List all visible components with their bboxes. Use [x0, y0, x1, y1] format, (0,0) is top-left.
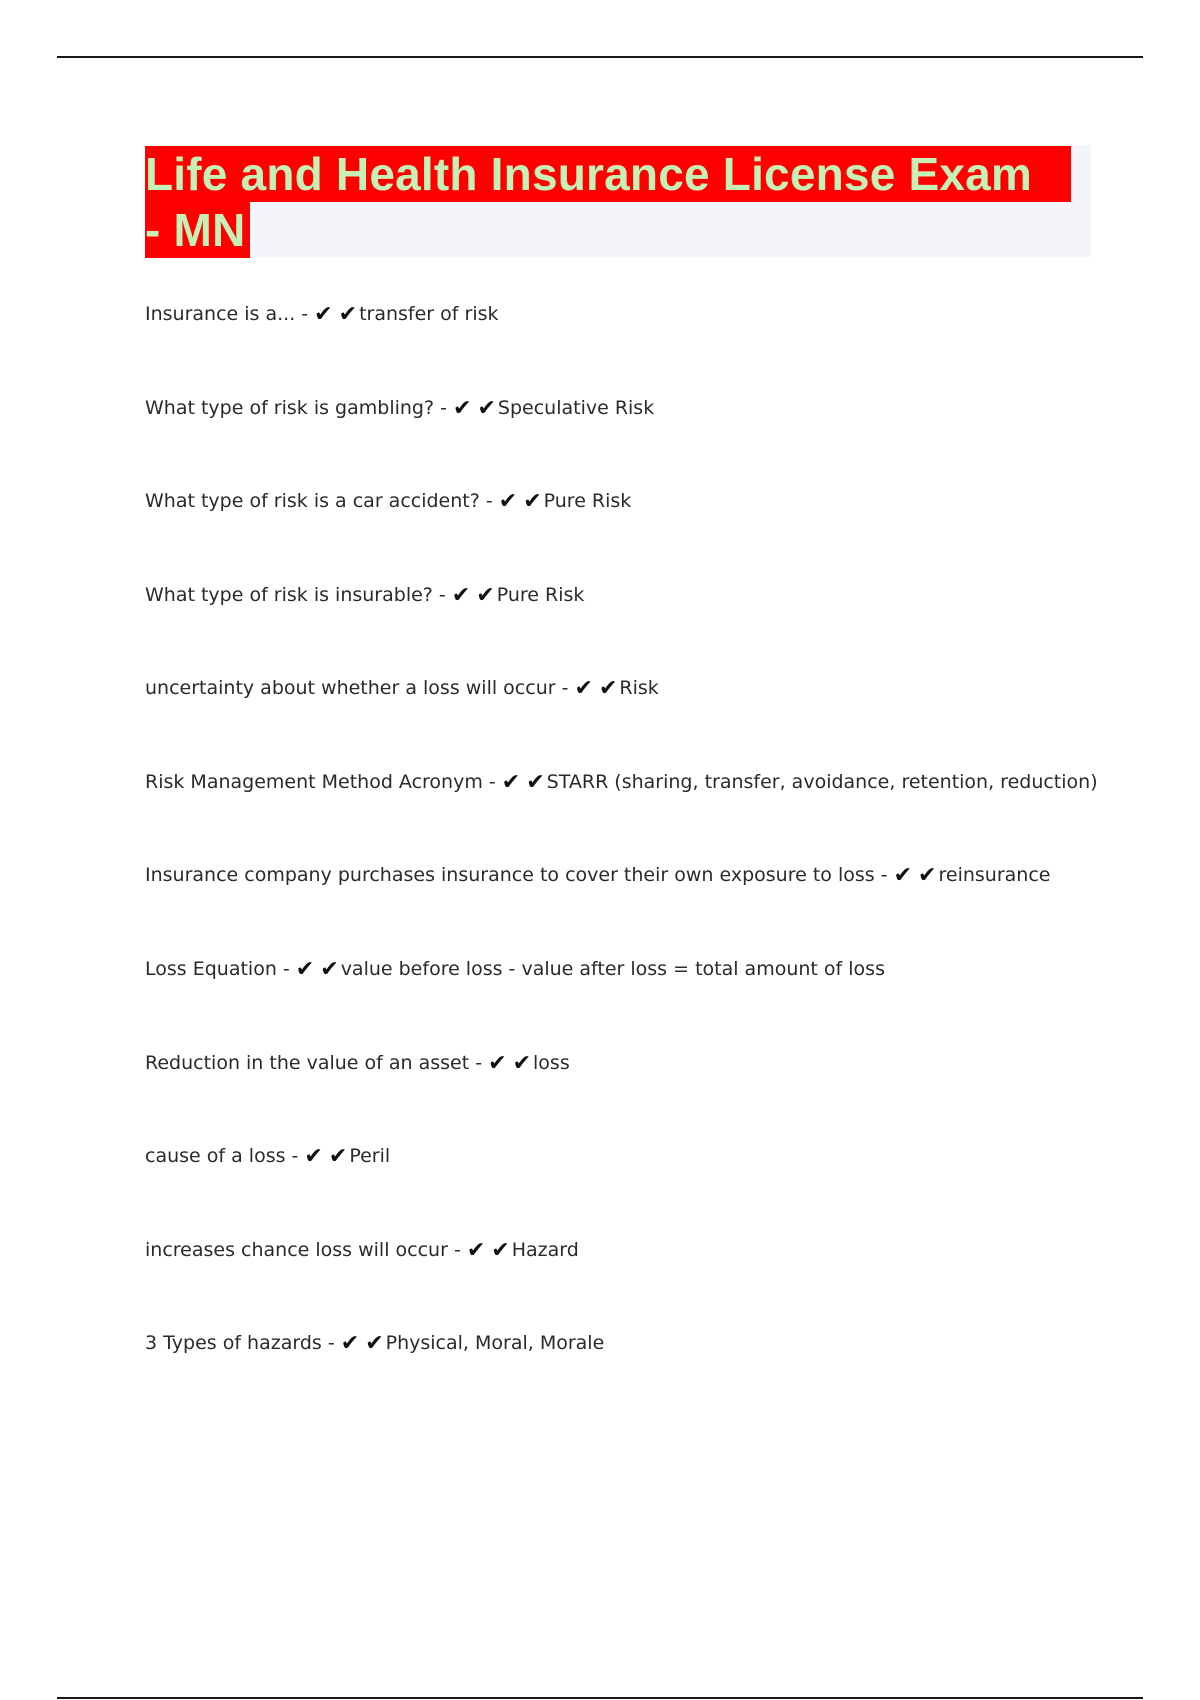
question-text: increases chance loss will occur — [145, 1239, 448, 1261]
bottom-rule — [57, 1697, 1143, 1699]
qa-item: Insurance company purchases insurance to cover their own exposure to loss - ✔ ✔ reinsurance — [145, 863, 1051, 888]
answer-text: Speculative Risk — [497, 397, 655, 419]
page-title-line-2: - MN — [145, 202, 250, 258]
check-mark-icon: ✔ — [466, 1238, 486, 1263]
answer-text: reinsurance — [938, 864, 1051, 886]
title-block — [145, 145, 1091, 257]
qa-item: Risk Management Method Acronym - ✔ ✔ STARR (sharing, transfer, avoidance, retention, reduction) — [145, 770, 1098, 795]
answer-text: STARR (sharing, transfer, avoidance, retention, reduction) — [546, 771, 1098, 793]
qa-item: Insurance is a... - ✔ ✔ transfer of risk — [145, 302, 499, 327]
check-mark-icon: ✔ — [476, 583, 495, 608]
check-mark-icon: ✔ — [338, 302, 358, 327]
check-mark-icon: ✔ — [523, 489, 542, 514]
check-mark-icon: ✔ — [512, 1051, 532, 1076]
question-text: Reduction in the value of an asset — [145, 1052, 470, 1074]
qa-item: What type of risk is insurable? - ✔ ✔ Pure Risk — [145, 583, 585, 608]
question-text: What type of risk is gambling? — [145, 397, 435, 419]
qa-item: cause of a loss - ✔ ✔ Peril — [145, 1144, 391, 1169]
check-mark-icon: ✔ — [365, 1331, 384, 1356]
check-mark-icon: ✔ — [320, 957, 339, 982]
qa-item: 3 Types of hazards - ✔ ✔ Physical, Moral, Morale — [145, 1331, 605, 1356]
check-mark-icon: ✔ — [451, 583, 471, 608]
question-text: uncertainty about whether a loss will occur — [145, 677, 556, 699]
answer-text: Pure Risk — [496, 584, 585, 606]
check-mark-icon: ✔ — [314, 302, 333, 327]
check-mark-icon: ✔ — [893, 863, 912, 888]
qa-item: Loss Equation - ✔ ✔ value before loss - value after loss = total amount of loss — [145, 957, 885, 982]
qa-item: increases chance loss will occur - ✔ ✔ Hazard — [145, 1238, 579, 1263]
check-mark-icon: ✔ — [526, 770, 545, 795]
qa-item: What type of risk is a car accident? - ✔ ✔ Pure Risk — [145, 489, 632, 514]
check-mark-icon: ✔ — [304, 1144, 323, 1169]
answer-text: transfer of risk — [359, 303, 499, 325]
question-text: What type of risk is a car accident? — [145, 490, 480, 512]
qa-item: uncertainty about whether a loss will occur - ✔ ✔ Risk — [145, 676, 659, 701]
check-mark-icon: ✔ — [501, 770, 521, 795]
check-mark-icon: ✔ — [918, 863, 937, 888]
answer-text: Pure Risk — [543, 490, 632, 512]
question-text: What type of risk is insurable? — [145, 584, 433, 606]
check-mark-icon: ✔ — [488, 1051, 507, 1076]
answer-text: Peril — [349, 1145, 391, 1167]
answer-text: value before loss - value after loss = total amount of loss — [340, 958, 885, 980]
question-text: 3 Types of hazards — [145, 1332, 322, 1354]
check-mark-icon: ✔ — [340, 1331, 360, 1356]
top-rule — [57, 56, 1143, 58]
check-mark-icon: ✔ — [491, 1238, 510, 1263]
check-mark-icon: ✔ — [498, 489, 518, 514]
check-mark-icon: ✔ — [598, 676, 618, 701]
question-text: Loss Equation — [145, 958, 277, 980]
question-text: Insurance is a... — [145, 303, 296, 325]
qa-item: Reduction in the value of an asset - ✔ ✔ loss — [145, 1051, 570, 1076]
qa-item: What type of risk is gambling? - ✔ ✔ Speculative Risk — [145, 396, 655, 421]
answer-text: Hazard — [511, 1239, 579, 1261]
check-mark-icon: ✔ — [295, 957, 315, 982]
check-mark-icon: ✔ — [477, 396, 496, 421]
answer-text: Risk — [619, 677, 659, 699]
question-text: cause of a loss — [145, 1145, 286, 1167]
page-title-line-1: Life and Health Insurance License Exam — [145, 146, 1071, 202]
question-text: Insurance company purchases insurance to cover their own exposure to loss — [145, 864, 875, 886]
check-mark-icon: ✔ — [328, 1144, 348, 1169]
question-text: Risk Management Method Acronym — [145, 771, 483, 793]
check-mark-icon: ✔ — [452, 396, 472, 421]
answer-text: Physical, Moral, Morale — [385, 1332, 605, 1354]
check-mark-icon: ✔ — [574, 676, 593, 701]
answer-text: loss — [533, 1052, 570, 1074]
